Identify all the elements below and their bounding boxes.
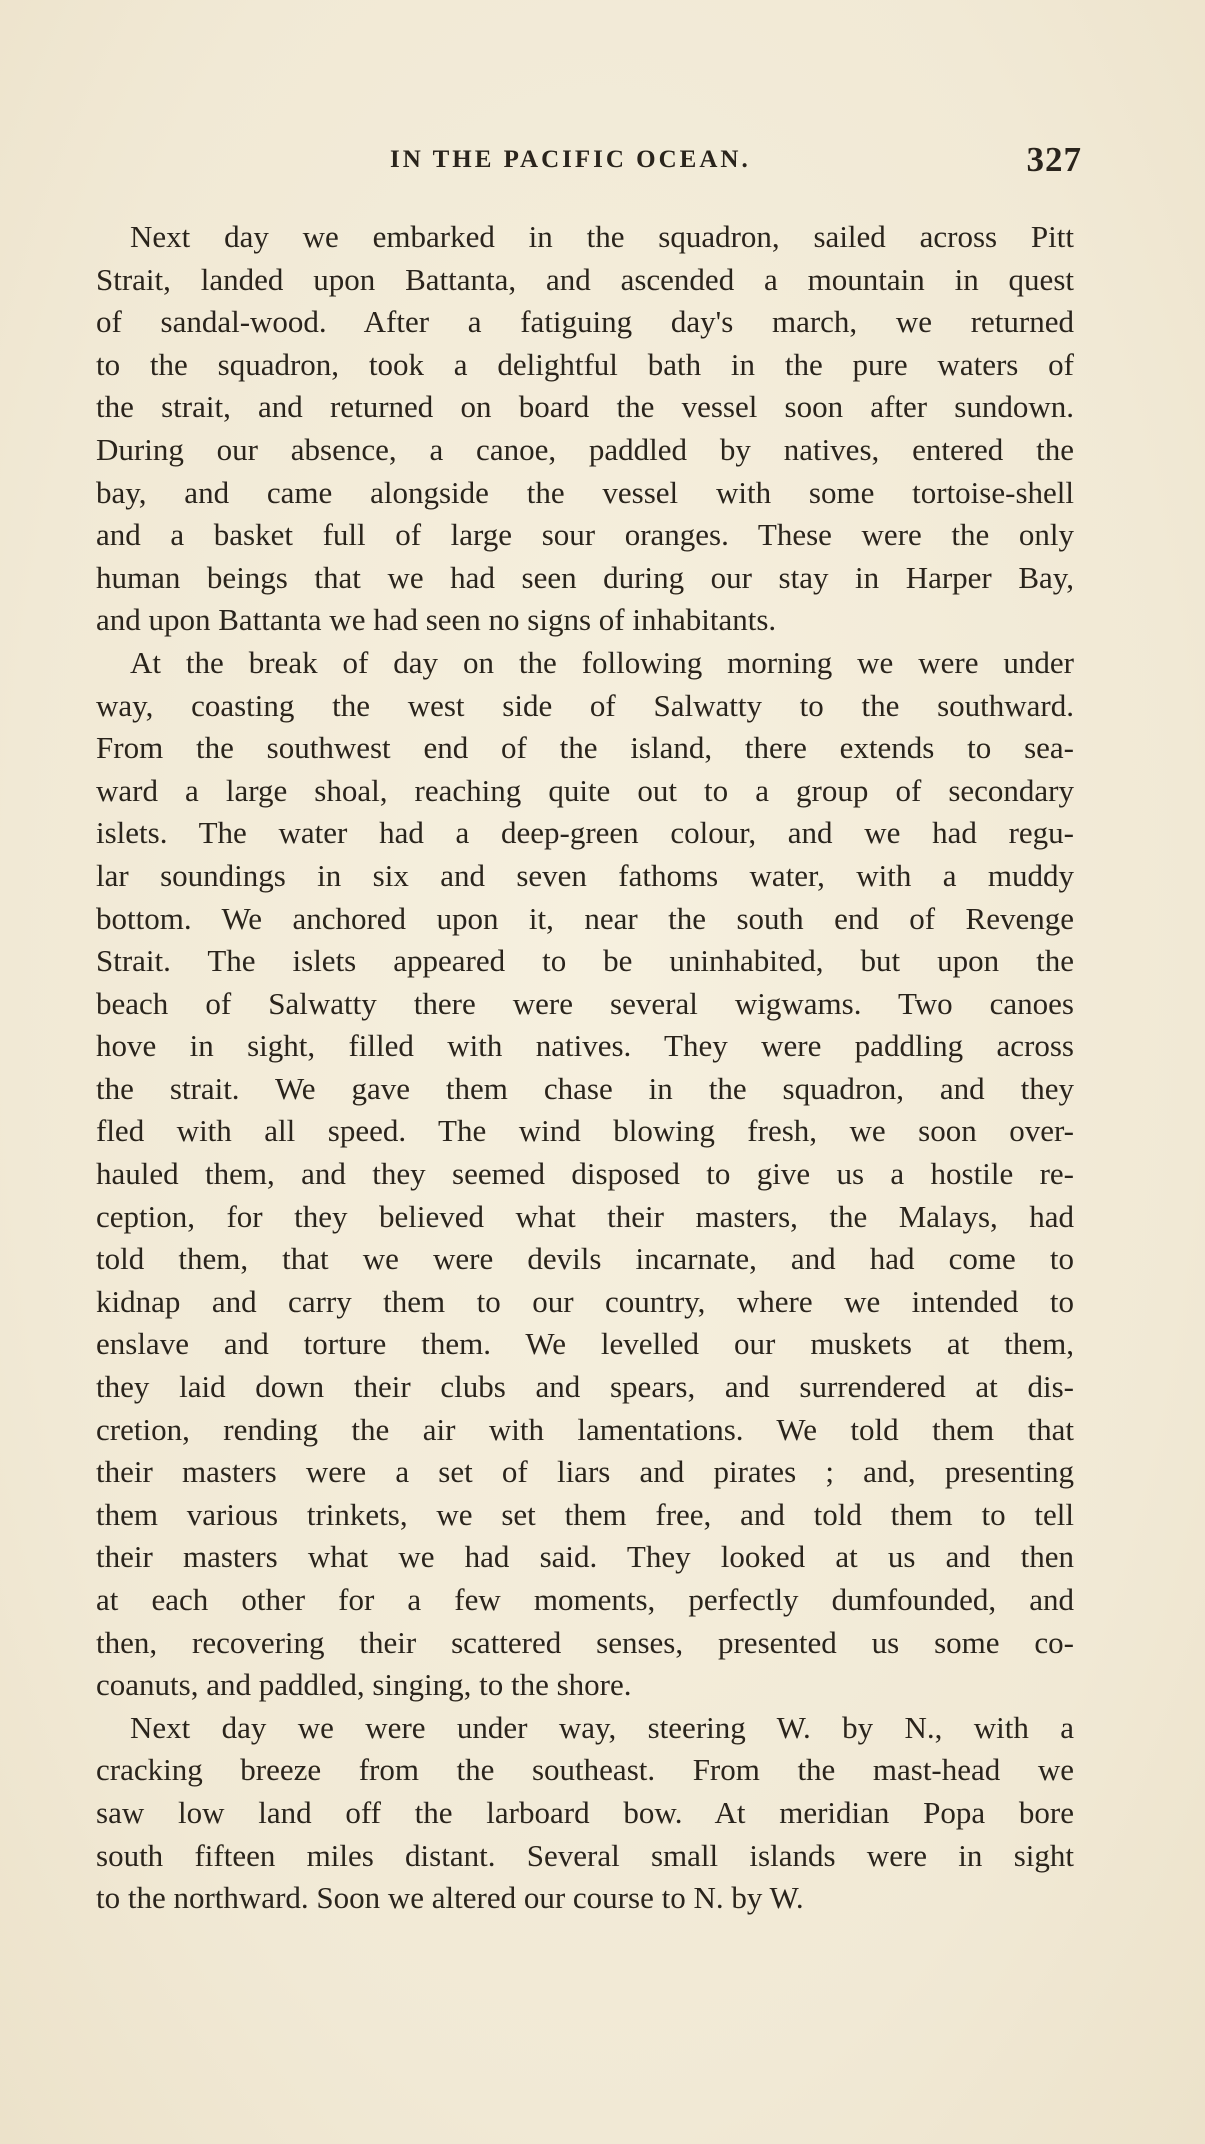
text-line: told them, that we were devils incarnate, and had come to — [96, 1241, 1074, 1277]
text-line: to the squadron, took a delightful bath in the pure waters of — [96, 346, 1074, 382]
page-header — [96, 140, 1082, 186]
text-line: they laid down their clubs and spears, and surrendered at dis- — [96, 1369, 1074, 1405]
text-line: the strait. We gave them chase in the squadron, and they — [96, 1070, 1074, 1106]
text-line: At the break of day on the following morning we were under — [130, 644, 1074, 680]
running-head: IN THE PACIFIC OCEAN. — [390, 146, 751, 173]
text-line: to the northward. Soon we altered our course to N. by W. — [96, 1880, 804, 1916]
text-line: at each other for a few moments, perfectly dumfounded, and — [96, 1582, 1074, 1617]
text-line: Strait, landed upon Battanta, and ascended a mountain in quest — [96, 261, 1074, 297]
text-line: enslave and torture them. We levelled our muskets at them, — [96, 1326, 1074, 1362]
text-line: them various trinkets, we set them free, and told them to tell — [96, 1496, 1074, 1532]
text-line: their masters were a set of liars and pirates ; and, presenting — [96, 1454, 1074, 1490]
text-line: hauled them, and they seemed disposed to give us a hostile re- — [96, 1156, 1074, 1192]
text-line: fled with all speed. The wind blowing fresh, we soon over- — [96, 1113, 1074, 1149]
text-line: Strait. The islets appeared to be uninhabited, but upon the — [96, 943, 1074, 979]
paragraph — [96, 1707, 1074, 1920]
text-line: Next day we embarked in the squadron, sailed across Pitt — [130, 219, 1074, 254]
text-line: beach of Salwatty there were several wigwams. Two canoes — [96, 985, 1074, 1021]
text-line: kidnap and carry them to our country, where we intended to — [96, 1283, 1074, 1319]
text-line: bottom. We anchored upon it, near the south end of Revenge — [96, 900, 1074, 936]
text-line: During our absence, a canoe, paddled by natives, entered the — [96, 431, 1074, 467]
text-line: and a basket full of large sour oranges. These were the only — [96, 517, 1074, 553]
text-line: coanuts, and paddled, singing, to the shore. — [96, 1667, 632, 1703]
text-line: their masters what we had said. They looked at us and then — [96, 1539, 1074, 1575]
text-line: of sandal-wood. After a fatiguing day's march, we returned — [96, 304, 1074, 340]
text-line: Next day we were under way, steering W. by N., with a — [130, 1709, 1074, 1745]
text-line: human beings that we had seen during our stay in Harper Bay, — [96, 559, 1074, 595]
text-line: then, recovering their scattered senses, presented us some co- — [96, 1624, 1074, 1660]
paragraph — [96, 642, 1074, 1707]
text-line: lar soundings in six and seven fathoms water, with a muddy — [96, 857, 1074, 893]
text-line: cretion, rending the air with lamentations. We told them that — [96, 1411, 1074, 1447]
text-line: the strait, and returned on board the vessel soon after sundown. — [96, 389, 1074, 425]
page-number: 327 — [1026, 140, 1082, 179]
text-line: ception, for they believed what their masters, the Malays, had — [96, 1198, 1074, 1234]
text-line: and upon Battanta we had seen no signs of inhabitants. — [96, 602, 777, 638]
text-line: way, coasting the west side of Salwatty to the southward. — [96, 687, 1074, 723]
text-line: saw low land off the larboard bow. At meridian Popa bore — [96, 1794, 1074, 1830]
text-line: hove in sight, filled with natives. They were paddling across — [96, 1028, 1074, 1064]
text-line: ward a large shoal, reaching quite out to a group of secondary — [96, 772, 1074, 808]
text-line: cracking breeze from the southeast. From the mast-head we — [96, 1752, 1074, 1788]
text-line: From the southwest end of the island, there extends to sea- — [96, 730, 1074, 766]
text-line: bay, and came alongside the vessel with some tortoise-shell — [96, 474, 1074, 510]
text-line: south fifteen miles distant. Several small islands were in sight — [96, 1837, 1074, 1873]
text-line: islets. The water had a deep-green colour, and we had regu- — [96, 815, 1074, 851]
paragraph — [96, 216, 1074, 642]
body-text — [96, 216, 1074, 1920]
